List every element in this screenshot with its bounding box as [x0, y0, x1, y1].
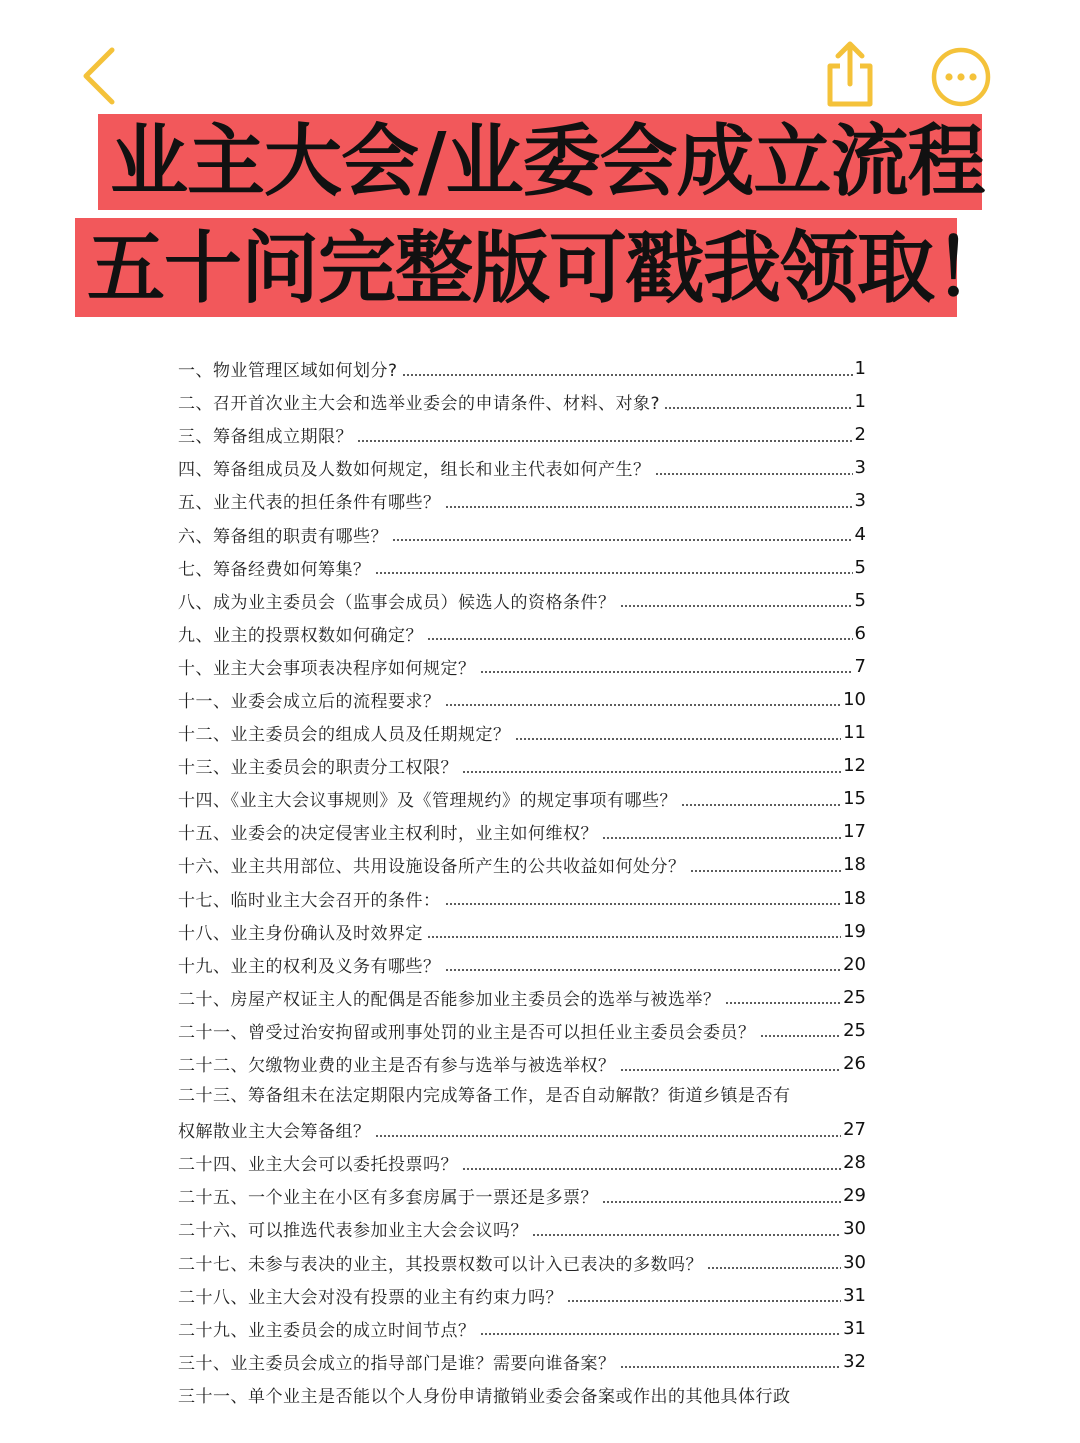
- toc-item-title: 二十九、业主委员会的成立时间节点？: [178, 1320, 476, 1341]
- toc-item-title: 二十二、欠缴物业费的业主是否有参与选举与被选举权？: [178, 1056, 616, 1077]
- toc-leader-dots: [760, 1035, 842, 1037]
- toc-item: [178, 451, 866, 484]
- toc-item: [178, 1080, 866, 1113]
- toc-leader-dots: [427, 638, 853, 640]
- toc-item-title: 十五、业委会的决定侵害业主权利时，业主如何维权？: [178, 824, 598, 845]
- toc-item: [178, 352, 866, 385]
- share-icon[interactable]: [822, 40, 878, 108]
- toc-leader-dots: [462, 771, 841, 773]
- toc-item: [178, 1014, 866, 1047]
- toc-leader-dots: [690, 870, 842, 872]
- toc-item: [178, 650, 866, 683]
- toc-leader-dots: [532, 1234, 841, 1236]
- toc-leader-dots: [357, 440, 853, 442]
- toc-item-title: 六、筹备组的职责有哪些？: [178, 526, 388, 547]
- toc-page-number: 18: [843, 854, 866, 876]
- more-horizontal-icon[interactable]: [930, 46, 992, 108]
- toc-item-title: 十一、业委会成立后的流程要求？: [178, 691, 441, 712]
- toc-leader-dots: [681, 804, 841, 806]
- toc-item-title: 五、业主代表的担任条件有哪些？: [178, 493, 441, 514]
- toc-leader-dots: [375, 1135, 842, 1137]
- toc-item: [178, 948, 866, 981]
- toc-page-number: 12: [843, 755, 866, 777]
- toc-leader-dots: [480, 1333, 842, 1335]
- toc-item: [178, 749, 866, 782]
- toc-leader-dots: [445, 903, 842, 905]
- toc-leader-dots: [655, 473, 853, 475]
- toc-page-number: 30: [843, 1218, 866, 1240]
- toc-item: [178, 617, 866, 650]
- toc-item-title: 二十八、业主大会对没有投票的业主有约束力吗？: [178, 1287, 563, 1308]
- toc-item: [178, 1312, 866, 1345]
- toc-item-title: 三十一、单个业主是否能以个人身份申请撤销业委会备案或作出的其他具体行政: [178, 1386, 791, 1407]
- toc-page-number: 6: [854, 622, 866, 644]
- toc-page-number: 11: [843, 722, 866, 744]
- toc-leader-dots: [620, 1366, 842, 1368]
- toc-item-title: 三、筹备组成立期限？: [178, 427, 353, 448]
- toc-item-title: 十六、业主共用部位、共用设施设备所产生的公共收益如何处分？: [178, 857, 686, 878]
- toc-item: [178, 418, 866, 451]
- toc-leader-dots: [515, 738, 842, 740]
- toc-page-number: 15: [843, 788, 866, 810]
- toc-page-number: 31: [843, 1284, 866, 1306]
- toc-page-number: 2: [854, 424, 866, 446]
- toc-leader-dots: [375, 572, 853, 574]
- toc-item: [178, 1246, 866, 1279]
- toc-page-number: 5: [854, 556, 866, 578]
- toc-page-number: 29: [843, 1185, 866, 1207]
- toc-item-title: 二十五、一个业主在小区有多套房属于一票还是多票？: [178, 1188, 598, 1209]
- toc-item: [178, 484, 866, 517]
- toc-page-number: 1: [854, 391, 866, 413]
- toc-item: [178, 848, 866, 881]
- toc-item-title: 三十、业主委员会成立的指导部门是谁？需要向谁备案？: [178, 1353, 616, 1374]
- toc-leader-dots: [392, 539, 853, 541]
- toc-item: [178, 551, 866, 584]
- toc-item-title: 十八、业主身份确认及时效界定: [178, 923, 423, 944]
- toc-page-number: 32: [843, 1350, 866, 1372]
- toc-leader-dots: [567, 1300, 841, 1302]
- toc-item-title: 十七、临时业主大会召开的条件：: [178, 890, 441, 911]
- toc-page-number: 4: [854, 523, 866, 545]
- toc-item: [178, 882, 866, 915]
- toc-item: [178, 517, 866, 550]
- toc-item-title: 二、召开首次业主大会和选举业委会的申请条件、材料、对象?: [178, 394, 661, 415]
- toc-leader-dots: [602, 1201, 841, 1203]
- toc-item: [178, 683, 866, 716]
- toc-item: [178, 915, 866, 948]
- toc-page-number: 25: [843, 1019, 866, 1041]
- toc-page-number: 19: [843, 920, 866, 942]
- toc-item-title: 十二、业主委员会的组成人员及任期规定？: [178, 725, 511, 746]
- toc-leader-dots: [602, 837, 841, 839]
- toc-item-title: 十九、业主的权利及义务有哪些？: [178, 956, 441, 977]
- toc-leader-dots: [725, 1002, 842, 1004]
- toc-leader-dots: [445, 704, 842, 706]
- toc-leader-dots: [402, 374, 853, 376]
- toc-item: [178, 1047, 866, 1080]
- toc-page-number: 30: [843, 1251, 866, 1273]
- toc-item-title: 九、业主的投票权数如何确定？: [178, 625, 423, 646]
- title-banner-line-2: 五十问完整版可戳我领取！: [75, 218, 957, 317]
- toc-page-number: 20: [843, 953, 866, 975]
- toc-item-title: 四、筹备组成员及人数如何规定，组长和业主代表如何产生？: [178, 460, 651, 481]
- toc-item: [178, 1179, 866, 1212]
- toc-item: [178, 1212, 866, 1245]
- toc-item: [178, 981, 866, 1014]
- toc-item: [178, 1279, 866, 1312]
- toc-leader-dots: [445, 506, 853, 508]
- table-of-contents: [178, 352, 866, 1411]
- toc-page-number: 18: [843, 887, 866, 909]
- title-banner-line-1: 业主大会/业委会成立流程: [98, 114, 982, 210]
- toc-item-title: 二十四、业主大会可以委托投票吗？: [178, 1155, 458, 1176]
- toc-item-title: 二十、房屋产权证主人的配偶是否能参加业主委员会的选举与被选举？: [178, 989, 721, 1010]
- toc-leader-dots: [664, 407, 853, 409]
- toc-item: [178, 385, 866, 418]
- toc-item: [178, 584, 866, 617]
- toc-item: [178, 716, 866, 749]
- toc-item: [178, 1146, 866, 1179]
- toc-item-title: 二十三、筹备组未在法定期限内完成筹备工作，是否自动解散？街道乡镇是否有: [178, 1086, 791, 1107]
- toc-page-number: 1: [854, 358, 866, 380]
- toc-leader-dots: [620, 1069, 842, 1071]
- toc-item-title: 八、成为业主委员会（监事会成员）候选人的资格条件？: [178, 592, 616, 613]
- toc-item: [178, 815, 866, 848]
- toc-leader-dots: [707, 1267, 841, 1269]
- chevron-left-icon[interactable]: [78, 44, 122, 108]
- toc-leader-dots: [462, 1168, 841, 1170]
- toc-item-title: 十四、《业主大会议事规则》及《管理规约》的规定事项有哪些？: [178, 791, 677, 812]
- toc-item: [178, 1345, 866, 1378]
- toc-page-number: 25: [843, 986, 866, 1008]
- toc-item: [178, 1378, 866, 1411]
- toc-page-number: 27: [843, 1119, 866, 1141]
- toc-leader-dots: [480, 671, 853, 673]
- toc-item-title: 十三、业主委员会的职责分工权限？: [178, 758, 458, 779]
- toc-leader-dots: [620, 605, 853, 607]
- toc-leader-dots: [427, 936, 841, 938]
- toc-page-number: 26: [843, 1053, 866, 1075]
- toc-item-title: 七、筹备经费如何筹集？: [178, 559, 371, 580]
- toc-item-title: 二十六、可以推选代表参加业主大会会议吗？: [178, 1221, 528, 1242]
- toc-page-number: 17: [843, 821, 866, 843]
- toc-page-number: 5: [854, 589, 866, 611]
- toc-leader-dots: [445, 969, 842, 971]
- toc-item-title: 二十七、未参与表决的业主，其投票权数可以计入已表决的多数吗？: [178, 1254, 703, 1275]
- toc-item: [178, 782, 866, 815]
- toc-item-title: 一、物业管理区域如何划分?: [178, 361, 398, 382]
- toc-item-title: 十、业主大会事项表决程序如何规定？: [178, 658, 476, 679]
- toc-page-number: 31: [843, 1317, 866, 1339]
- toc-page-number: 10: [843, 688, 866, 710]
- toc-page-number: 7: [854, 655, 866, 677]
- toc-item-title-continued: 权解散业主大会筹备组？: [178, 1122, 371, 1143]
- toc-item-continuation: [178, 1113, 866, 1146]
- toc-item-title: 二十一、曾受过治安拘留或刑事处罚的业主是否可以担任业主委员会委员？: [178, 1022, 756, 1043]
- toc-page-number: 28: [843, 1152, 866, 1174]
- toc-page-number: 3: [854, 457, 866, 479]
- toc-page-number: 3: [854, 490, 866, 512]
